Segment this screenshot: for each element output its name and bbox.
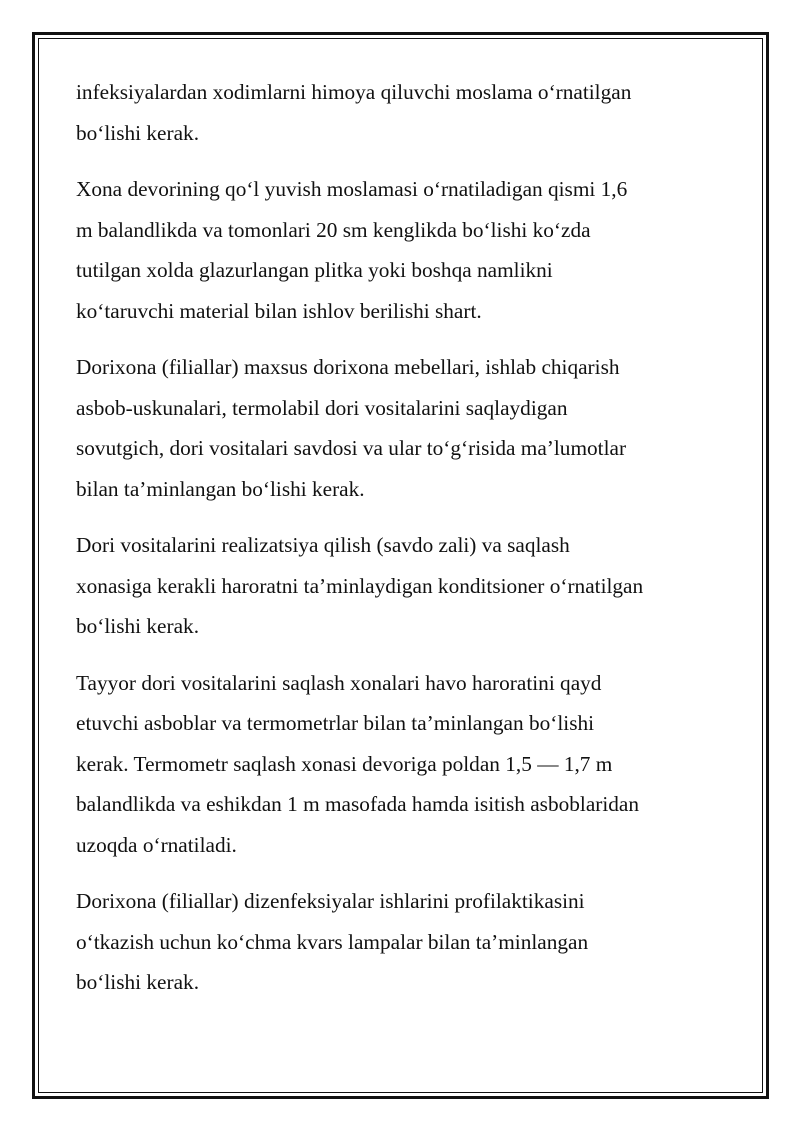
- paragraph: Dori vositalarini realizatsiya qilish (savdo zali) va saqlash xonasiga kerakli haroratni ta’minlaydigan konditsioner o‘rnatilgan bo‘lishi kerak.: [76, 533, 644, 638]
- paragraph: Dorixona (filiallar) maxsus dorixona mebellari, ishlab chiqarish asbob-uskunalari, termolabil dori vositalarini saqlaydigan sovutgich, dori vositalari savdosi va ular to‘g‘risida ma’lumotlar bilan ta’minlangan bo‘lishi kerak.: [76, 355, 627, 501]
- paragraph: Dorixona (filiallar) dizenfeksiyalar ishlarini profilaktikasini o‘tkazish uchun ko‘chma kvars lampalar bilan ta’minlangan bo‘lishi kerak.: [76, 889, 589, 994]
- paragraph: Tayyor dori vositalarini saqlash xonalari havo haroratini qayd etuvchi asboblar va termometrlar bilan ta’minlangan bo‘lishi kerak. Termometr saqlash xonasi devoriga poldan 1,5 — 1,7 m balandlikda va eshikdan 1 m masofada hamda isitish asboblaridan uzoqda o‘rnatiladi.: [76, 670, 640, 857]
- paragraph: Xona devorining qo‘l yuvish moslamasi o‘rnatiladigan qismi 1,6 m balandlikda va tomonlari 20 sm kenglikda bo‘lishi ko‘zda tutilgan xolda glazurlangan plitka yoki boshqa namlikni ko‘taruvchi material bilan ishlov berilishi shart.: [76, 177, 628, 323]
- document-body: [76, 72, 728, 1019]
- paragraph: infeksiyalardan xodimlarni himoya qiluvchi moslama o‘rnatilgan bo‘lishi kerak.: [76, 80, 632, 145]
